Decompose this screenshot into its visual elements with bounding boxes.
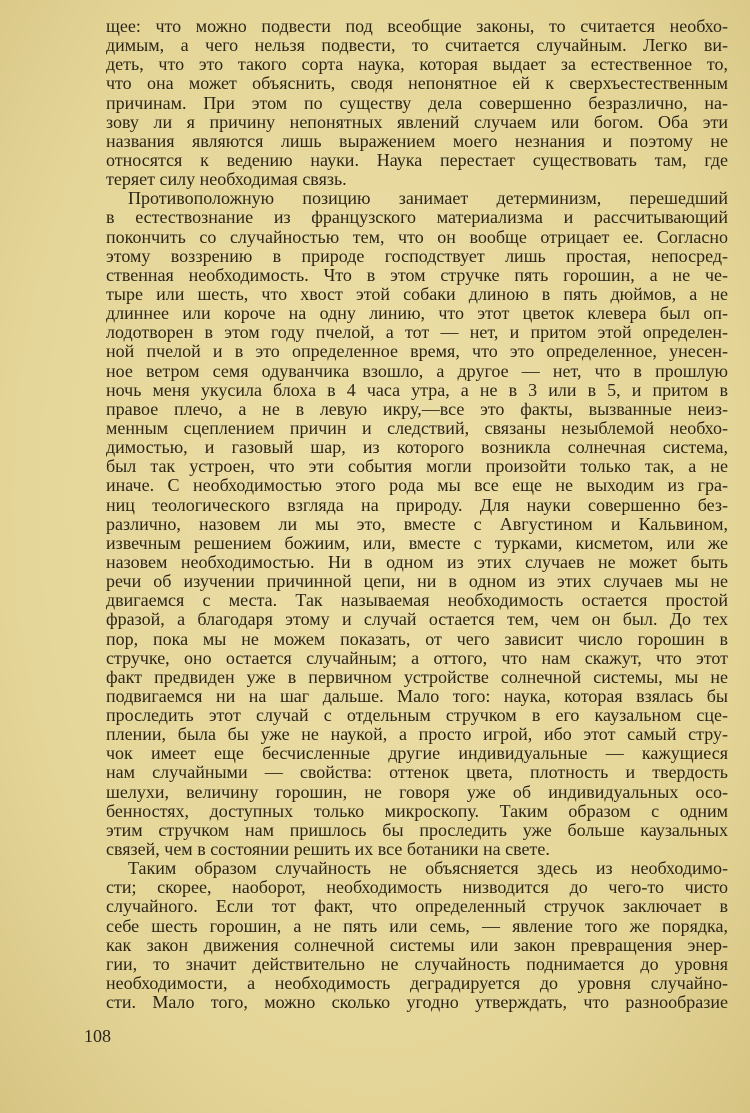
text-line: стручке, оно остается случайным; а оттого, что нам скажут, что этот: [106, 647, 728, 668]
text-line: этому воззрению в природе господствует лишь простая, непосред-: [106, 245, 728, 266]
text-line: зову ли я причину непонятных явлений случаем или богом. Оба эти: [106, 111, 728, 132]
text-line: покончить со случайностью тем, что он вообще отрицает ее. Согласно: [106, 226, 728, 247]
text-line: что она может объяснить, сводя непонятное ей к сверхъестественным: [106, 73, 728, 94]
text-line: как закон движения солнечной системы или закон превращения энер-: [106, 934, 728, 955]
paragraph: [106, 17, 728, 189]
text-line: фразой, а благодаря этому и случай остается тем, чем он был. До тех: [106, 609, 728, 630]
text-line: факт предвиден уже в первичном устройстве солнечной системы, мы не: [106, 666, 728, 687]
paragraph: [106, 859, 728, 1012]
text-line: названия являются лишь выражением моего незнания и поэтому не: [106, 130, 728, 151]
text-line: правое плечо, а не в левую икру,—все это факты, вызванные неиз-: [106, 398, 728, 419]
text-line: этим стручком нам пришлось бы проследить уже больше каузальных: [106, 819, 728, 840]
text-line: бенностях, доступных только микроскопу. Таким образом с одним: [106, 800, 728, 821]
text-line: ниц теологического взгляда на природу. Для науки совершенно без-: [106, 494, 728, 515]
text-line: димостью, и газовый шар, из которого возникла солнечная система,: [106, 437, 728, 458]
text-line: лодотворен в этом году пчелой, а тот — нет, и притом этой определен-: [106, 322, 728, 343]
text-line: ночь меня укусила блоха в 4 часа утра, а не в 3 или в 5, и притом в: [106, 379, 728, 400]
text-line: тыре или шесть, что хвост этой собаки длиною в пять дюймов, а не: [106, 283, 728, 304]
text-line: сти; скорее, наоборот, необходимость низводится до чего-то чисто: [106, 877, 728, 898]
text-line: двигаемся с места. Так называемая необходимость остается простой: [106, 590, 728, 611]
text-line: проследить этот случай с отдельным стручком в его каузальном сце-: [106, 705, 728, 726]
text-line: подвигаемся ни на шаг дальше. Мало того: наука, которая взялась бы: [106, 685, 728, 706]
text-line: иначе. С необходимостью этого рода мы все еще не выходим из гра-: [106, 475, 728, 496]
text-line: в естествознание из французского материализма и рассчитывающий: [106, 207, 728, 228]
text-line: был так устроен, что эти события могли произойти только так, а не: [106, 456, 728, 477]
page-number: 108: [84, 1026, 111, 1046]
text-line: Противоположную позицию занимает детерминизм, перешедший: [128, 188, 728, 209]
text-line: менным сцеплением причин и следствий, связаны незыблемой необхо-: [106, 417, 728, 438]
text-line: связей, чем в состоянии решить их все ботаники на свете.: [106, 839, 550, 860]
text-line: длиннее или короче на одну линию, что этот цветок клевера был оп-: [106, 303, 728, 324]
text-line: речи об изучении причинной цепи, ни в одном из этих случаев мы не: [106, 571, 728, 592]
text-line: ственная необходимость. Что в этом стручке пять горошин, а не че-: [106, 264, 728, 285]
text-line: себе шесть горошин, а не пять или семь, — явление того же порядка,: [106, 915, 728, 936]
text-line: пор, пока мы не можем показать, от чего зависит число горошин в: [106, 628, 728, 649]
text-line: случайного. Если тот факт, что определенный стручок заключает в: [106, 896, 728, 917]
text-line: различно, назовем ли мы это, вместе с Августином и Кальвином,: [106, 513, 728, 534]
text-line: назовем необходимостью. Ни в одном из этих случаев не может быть: [106, 551, 728, 572]
text-line: гии, то значит действительно не случайность поднимается до уровня: [106, 953, 728, 974]
text-line: шелухи, величину горошин, не говоря уже об индивидуальных осо-: [106, 781, 728, 802]
paragraph: [106, 189, 728, 859]
text-line: щее: что можно подвести под всеобщие законы, то считается необхо-: [106, 16, 728, 36]
text-line: необходимости, а необходимость деградируется до уровня случайно-: [106, 973, 728, 994]
text-line: ное ветром семя одуванчика взошло, а другое — нет, что в прошлую: [106, 360, 728, 381]
text-line: плении, была бы уже не наукой, а просто игрой, ибо этот самый стру-: [106, 724, 728, 745]
text-line: причинам. При этом по существу дела совершенно безразлично, на-: [106, 92, 728, 113]
text-line: извечным решением божиим, или, вместе с турками, кисметом, или же: [106, 532, 728, 553]
book-page-text: [106, 17, 728, 1012]
text-line: деть, что это такого сорта наука, которая выдает за естественное то,: [106, 54, 728, 75]
text-line: чок имеет еще бесчисленные другие индивидуальные — кажущиеся: [106, 743, 728, 764]
text-line: ной пчелой и в это определенное время, что это определенное, унесен-: [106, 341, 728, 362]
text-line: теряет силу необходимая связь.: [106, 169, 347, 190]
text-line: нам случайными — свойства: оттенок цвета, плотность и твердость: [106, 762, 728, 783]
text-line: относятся к ведению науки. Наука перестает существовать там, где: [106, 149, 728, 170]
text-line: димым, а чего нельзя подвести, то считается случайным. Легко ви-: [106, 35, 728, 56]
text-line: Таким образом случайность не объясняется здесь из необходимо-: [128, 858, 728, 879]
text-line: сти. Мало того, можно сколько угодно утверждать, что разнообразие: [106, 992, 728, 1013]
